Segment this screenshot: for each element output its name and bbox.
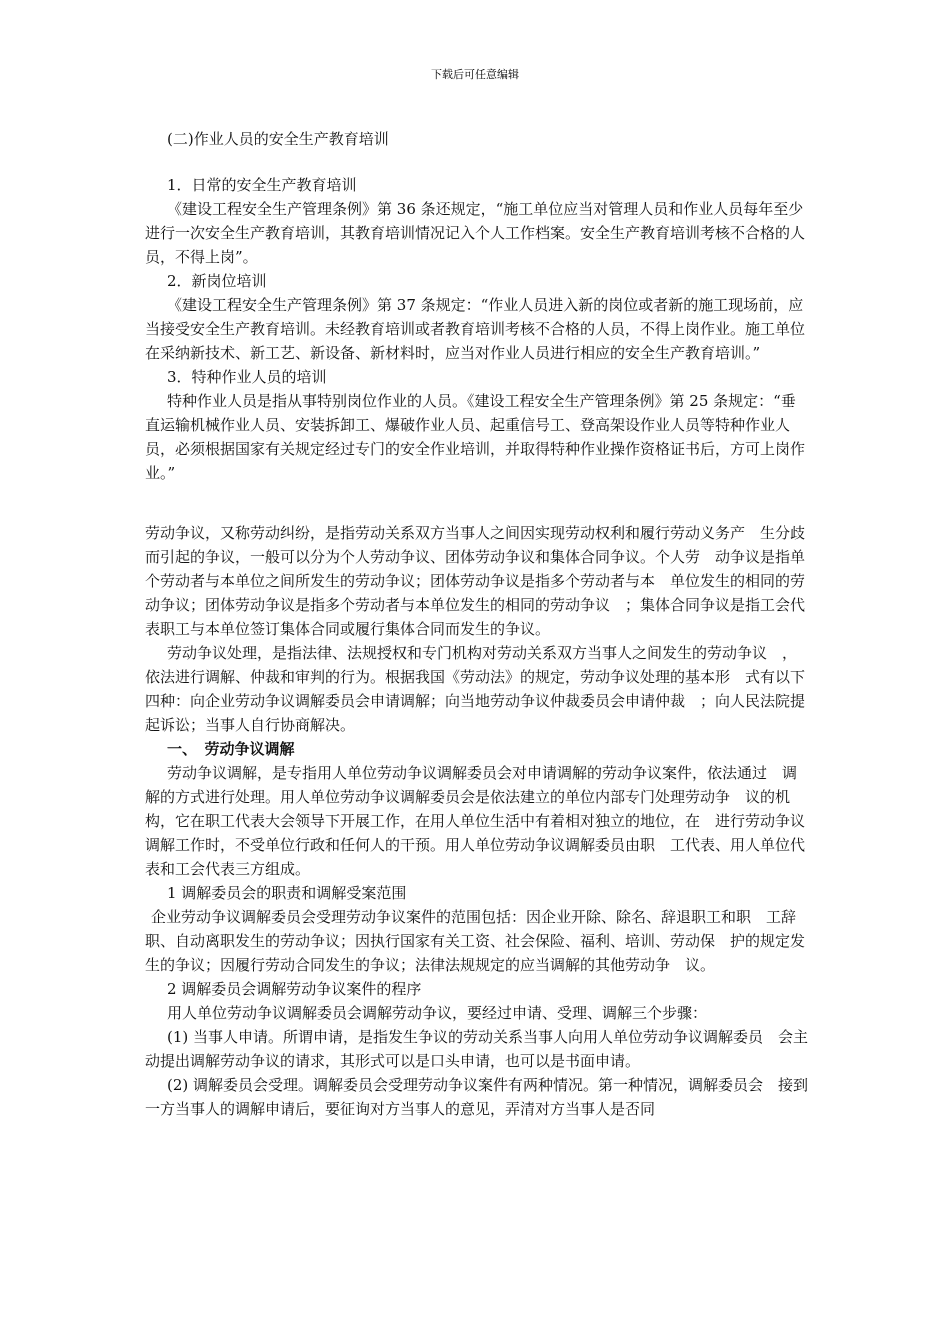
paragraph: 《建设工程安全生产管理条例》第 36 条还规定，“施工单位应当对管理人员和作业人员每年至少进行一次安全生产教育培训，其教育培训情况记入个人工作档案。安全生产教育培训考核不合格的人员，不得上岗”。 [145,200,806,266]
subsection-heading: 1．日常的安全生产教育培训 [167,176,357,194]
paragraph: 用人单位劳动争议调解委员会调解劳动争议，要经过申请、受理、调解三个步骤： [167,1004,708,1022]
paragraph: 劳动争议，又称劳动纠纷，是指劳动关系双方当事人之间因实现劳动权利和履行劳动义务产 生分歧而引起的争议，一般可以分为个人劳动争议、团体劳动争议和集体合同争议。个人劳 动争议是指单个劳动者与本单位之间所发生的劳动争议；团体劳动争议是指多个劳动者与本 单位发生的相同的劳动争议；团体劳动争议是指多个劳动者与本单位发生的相同的劳动争议 ；集体合同争议是指工会代表职工与本单位签订集体合同或履行集体合同而发生的争议。 [145,524,806,638]
page-header: 下载后可任意编辑 [431,68,519,81]
section-heading: (二)作业人员的安全生产教育培训 [167,130,389,148]
subsection-heading: 1 调解委员会的职责和调解受案范围 [167,884,407,902]
section-heading: 一、 劳动争议调解 [167,740,295,758]
subsection-heading: 3．特种作业人员的培训 [167,368,327,386]
paragraph: (1) 当事人申请。所谓申请，是指发生争议的劳动关系当事人向用人单位劳动争议调解委员 会主动提出调解劳动争议的请求，其形式可以是口头申请，也可以是书面申请。 [145,1028,809,1070]
paragraph: 企业劳动争议调解委员会受理劳动争议案件的范围包括：因企业开除、除名、辞退职工和职 工辞职、自动离职发生的劳动争议；因执行国家有关工资、社会保险、福利、培训、劳动保 护的规定发生的争议；因履行劳动合同发生的争议；法律法规规定的应当调解的其他劳动争 议。 [145,908,806,974]
paragraph: 《建设工程安全生产管理条例》第 37 条规定：“作业人员进入新的岗位或者新的施工现场前，应当接受安全生产教育培训。未经教育培训或者教育培训考核不合格的人员，不得上岗作业。施工单位在采纳新技术、新工艺、新设备、新材料时，应当对作业人员进行相应的安全生产教育培训。” [145,296,806,362]
paragraph: 劳动争议调解，是专指用人单位劳动争议调解委员会对申请调解的劳动争议案件，依法通过 调解的方式进行处理。用人单位劳动争议调解委员会是依法建立的单位内部专门处理劳动争 议的机构，它在职工代表大会领导下开展工作，在用人单位生活中有着相对独立的地位，在 进行劳动争议调解工作时，不受单位行政和任何人的干预。用人单位劳动争议调解委员由职 工代表、用人单位代表和工会代表三方组成。 [145,764,806,878]
document-body [145,127,810,1121]
paragraph: 劳动争议处理，是指法律、法规授权和专门机构对劳动关系双方当事人之间发生的劳动争议 ，依法进行调解、仲裁和审判的行为。根据我国《劳动法》的规定，劳动争议处理的基本形 式有以下四种：向企业劳动争议调解委员会申请调解；向当地劳动争议仲裁委员会申请仲裁 ；向人民法院提起诉讼；当事人自行协商解决。 [145,644,806,734]
paragraph: (2) 调解委员会受理。调解委员会受理劳动争议案件有两种情况。第一种情况，调解委员会 接到一方当事人的调解申请后，要征询对方当事人的意见，弄清对方当事人是否同 [145,1076,809,1118]
subsection-heading: 2 调解委员会调解劳动争议案件的程序 [167,980,422,998]
paragraph: 特种作业人员是指从事特别岗位作业的人员。《建设工程安全生产管理条例》第 25 条规定：“垂直运输机械作业人员、安装拆卸工、爆破作业人员、起重信号工、登高架设作业人员等特种作业人员，必须根据国家有关规定经过专门的安全作业培训，并取得特种作业操作资格证书后，方可上岗作业。” [145,392,806,482]
subsection-heading: 2．新岗位培训 [167,272,267,290]
